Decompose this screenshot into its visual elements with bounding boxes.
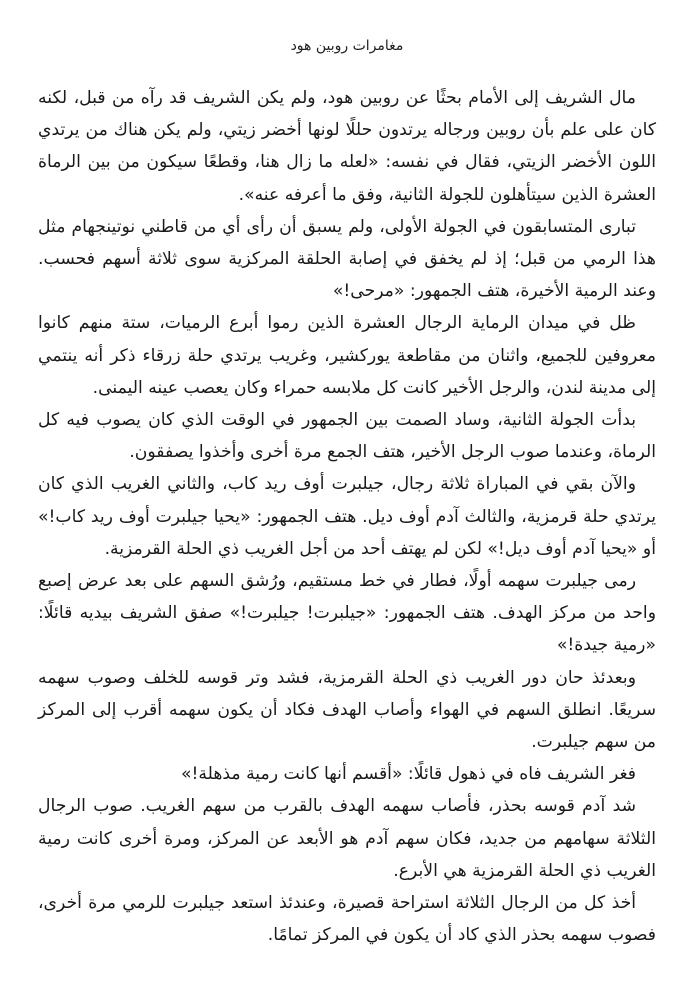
running-header: مغامرات روبين هود: [290, 38, 404, 54]
paragraph: فغر الشريف فاه في ذهول قائلًا: «أقسم أنها كانت رمية مذهلة!»: [181, 764, 636, 785]
paragraph: مال الشريف إلى الأمام بحثًا عن روبين هود، ولم يكن الشريف قد رآه من قبل، لكنه كان على علم بأن روبين ورجاله يرتدون حللًا لونها أخضر زيتي، ولم يكن هناك من يرتدي اللون الأخضر الزيتي، فقال في نفسه: «لعله ما زال هنا، وقطعًا سيكون من بين الرماة العشرة الذين سيتأهلون للجولة الثانية، وفق ما أعرفه عنه».: [38, 88, 656, 205]
paragraph: ظل في ميدان الرماية الرجال العشرة الذين رموا أبرع الرميات، ستة منهم كانوا معروفين للجميع، واثنان من مقاطعة يوركشير، وغريب يرتدي حلة زرقاء ذكر أنه ينتمي إلى مدينة لندن، والرجل الأخير كانت كل ملابسه حمراء وكان يعصب عينه اليمنى.: [38, 313, 656, 398]
paragraph: والآن بقي في المباراة ثلاثة رجال، جيلبرت أوف ريد كاب، والثاني الغريب الذي كان يرتدي حلة قرمزية، والثالث آدم أوف ديل. هتف الجمهور: «يحيا جيلبرت أوف ريد كاب!» أو «يحيا آدم أوف ديل!» لكن لم يهتف أحد من أجل الغريب ذي الحلة القرمزية.: [38, 474, 656, 559]
text-body: [38, 82, 656, 951]
paragraph: تبارى المتسابقون في الجولة الأولى، ولم يسبق أن رأى أي من قاطني نوتينجهام مثل هذا الرمي من قبل؛ إذ لم يخفق في إصابة الحلقة المركزية سوى ثلاثة أسهم فحسب. وعند الرمية الأخيرة، هتف الجمهور: «مرحى!»: [38, 216, 656, 302]
paragraph: بدأت الجولة الثانية، وساد الصمت بين الجمهور في الوقت الذي كان يصوب فيه كل الرماة، وعندما صوب الرجل الأخير، هتف الجمع مرة أخرى وأخذوا يصفقون.: [38, 410, 656, 463]
paragraph: شد آدم قوسه بحذر، فأصاب سهمه الهدف بالقرب من سهم الغريب. صوب الرجال الثلاثة سهامهم من جديد، فكان سهم آدم هو الأبعد عن المركز، ومرة أخرى كانت رمية الغريب ذي الحلة القرمزية هي الأبرع.: [38, 796, 656, 881]
paragraph: رمى جيلبرت سهمه أولًا، فطار في خط مستقيم، ورُشق السهم على بعد عرض إصبع واحد من مركز الهدف. هتف الجمهور: «جيلبرت! جيلبرت!» صفق الشريف بيديه قائلًا: «رمية جيدة!»: [38, 571, 656, 656]
paragraph: أخذ كل من الرجال الثلاثة استراحة قصيرة، وعندئذ استعد جيلبرت للرمي مرة أخرى، فصوب سهمه بحذر الذي كاد أن يكون في المركز تمامًا.: [38, 893, 656, 946]
paragraph: وبعدئذ حان دور الغريب ذي الحلة القرمزية، فشد وتر قوسه للخلف وصوب سهمه سريعًا. انطلق السهم في الهواء وأصاب الهدف فكاد أن يكون سهمه أقرب إلى المركز من سهم جيلبرت.: [38, 667, 656, 753]
